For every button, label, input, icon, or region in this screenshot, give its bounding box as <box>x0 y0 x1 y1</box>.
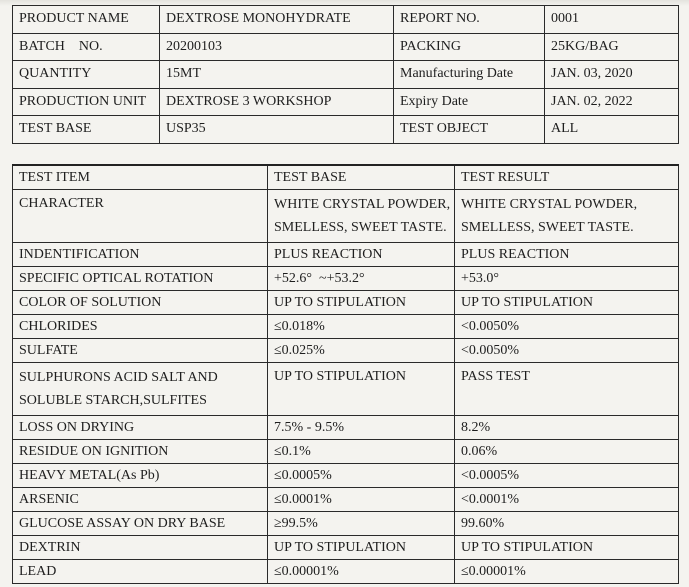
table-row <box>13 512 679 536</box>
test-result: UP TO STIPULATION <box>455 291 679 315</box>
test-result: 8.2% <box>455 416 679 440</box>
test-base: PLUS REACTION <box>268 243 455 267</box>
info-row-quantity <box>13 61 679 89</box>
test-item: DEXTRIN <box>13 536 268 560</box>
expiry-date-value: JAN. 02, 2022 <box>545 88 679 116</box>
table-row <box>13 416 679 440</box>
production-unit-label: PRODUCTION UNIT <box>13 88 160 116</box>
batch-no-value: 20200103 <box>160 33 394 61</box>
info-row-batch <box>13 33 679 61</box>
test-base: ≥99.5% <box>268 512 455 536</box>
column-header-test-item: TEST ITEM <box>13 165 268 190</box>
production-unit-value: DEXTROSE 3 WORKSHOP <box>160 88 394 116</box>
test-item: CHARACTER <box>19 196 104 211</box>
test-base: UP TO STIPULATION <box>268 536 455 560</box>
test-object-value: ALL <box>545 116 679 144</box>
test-result: <0.0050% <box>455 339 679 363</box>
test-base: ≤0.0005% <box>268 464 455 488</box>
test-item: LEAD <box>13 560 268 584</box>
test-base-value: USP35 <box>160 116 394 144</box>
table-row <box>13 440 679 464</box>
test-item: LOSS ON DRYING <box>13 416 268 440</box>
packing-label: PACKING <box>394 33 545 61</box>
test-base: UP TO STIPULATION <box>268 291 455 315</box>
test-base: UP TO STIPULATION <box>274 369 406 384</box>
test-results-table <box>12 164 679 584</box>
test-result: UP TO STIPULATION <box>455 536 679 560</box>
test-result: <0.0005% <box>455 464 679 488</box>
column-header-test-result: TEST RESULT <box>455 165 679 190</box>
test-result: 99.60% <box>455 512 679 536</box>
info-row-test-base <box>13 116 679 144</box>
test-result: ≤0.00001% <box>455 560 679 584</box>
test-result: PLUS REACTION <box>455 243 679 267</box>
test-base: +52.6° ~+53.2° <box>268 267 455 291</box>
test-item: SULFATE <box>13 339 268 363</box>
packing-value: 25KG/BAG <box>545 33 679 61</box>
test-base: ≤0.0001% <box>268 488 455 512</box>
test-result: <0.0001% <box>455 488 679 512</box>
test-base: ≤0.025% <box>268 339 455 363</box>
test-result-cell <box>455 190 679 243</box>
test-result: <0.0050% <box>455 315 679 339</box>
test-base-line: WHITE CRYSTAL POWDER, <box>274 197 451 212</box>
test-result-line: WHITE CRYSTAL POWDER, <box>461 197 638 212</box>
test-item: ARSENIC <box>13 488 268 512</box>
table-row <box>13 243 679 267</box>
report-no-value: 0001 <box>545 6 679 34</box>
test-item-cell <box>13 190 268 243</box>
table-row <box>13 267 679 291</box>
product-name-value: DEXTROSE MONOHYDRATE <box>160 6 394 34</box>
info-row-production <box>13 88 679 116</box>
table-row <box>13 291 679 315</box>
batch-no-label: BATCH NO. <box>13 33 160 61</box>
table-row <box>13 190 679 243</box>
test-item: CHLORIDES <box>13 315 268 339</box>
test-base: 7.5% - 9.5% <box>268 416 455 440</box>
test-result: PASS TEST <box>461 369 530 384</box>
test-result-cell <box>455 363 679 416</box>
test-base-cell <box>268 190 455 243</box>
test-result: 0.06% <box>455 440 679 464</box>
test-item: GLUCOSE ASSAY ON DRY BASE <box>13 512 268 536</box>
test-result-line: SMELLESS, SWEET TASTE. <box>461 220 634 235</box>
test-result: +53.0° <box>455 267 679 291</box>
product-info-table <box>12 5 679 144</box>
test-item: HEAVY METAL(As Pb) <box>13 464 268 488</box>
table-row <box>13 339 679 363</box>
test-base: ≤0.018% <box>268 315 455 339</box>
test-base-label: TEST BASE <box>13 116 160 144</box>
quantity-value: 15MT <box>160 61 394 89</box>
manufacturing-date-label: Manufacturing Date <box>394 61 545 89</box>
table-header-row <box>13 165 679 190</box>
test-item: COLOR OF SOLUTION <box>13 291 268 315</box>
test-item-cell <box>13 363 268 416</box>
table-row <box>13 464 679 488</box>
column-header-test-base: TEST BASE <box>268 165 455 190</box>
table-row <box>13 536 679 560</box>
expiry-date-label: Expiry Date <box>394 88 545 116</box>
test-item-line: SOLUBLE STARCH,SULFITES <box>19 393 207 408</box>
test-item-line: SULPHURONS ACID SALT AND <box>19 370 218 385</box>
test-item: SPECIFIC OPTICAL ROTATION <box>13 267 268 291</box>
test-base-line: SMELLESS, SWEET TASTE. <box>274 220 447 235</box>
product-name-label: PRODUCT NAME <box>13 6 160 34</box>
table-row <box>13 488 679 512</box>
table-row <box>13 560 679 584</box>
test-base-cell <box>268 363 455 416</box>
test-item: RESIDUE ON IGNITION <box>13 440 268 464</box>
manufacturing-date-value: JAN. 03, 2020 <box>545 61 679 89</box>
quantity-label: QUANTITY <box>13 61 160 89</box>
info-row-product <box>13 6 679 34</box>
table-row <box>13 315 679 339</box>
table-row <box>13 363 679 416</box>
test-object-label: TEST OBJECT <box>394 116 545 144</box>
report-no-label: REPORT NO. <box>394 6 545 34</box>
test-base: ≤0.00001% <box>268 560 455 584</box>
test-item: INDENTIFICATION <box>13 243 268 267</box>
test-base: ≤0.1% <box>268 440 455 464</box>
